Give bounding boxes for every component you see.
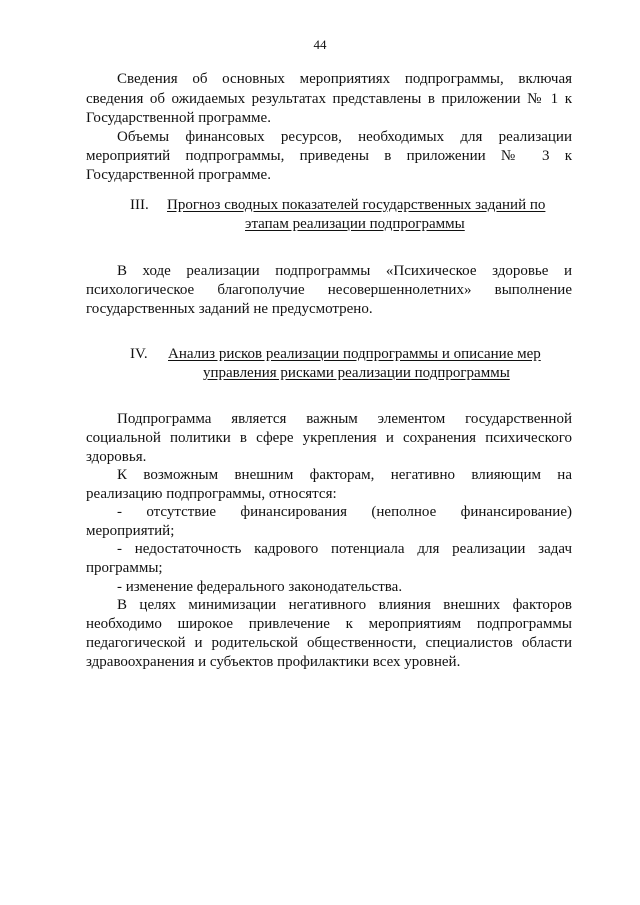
section-3-numeral: III. — [130, 197, 149, 213]
section-4-numeral: IV. — [130, 346, 148, 362]
list-item-cont: программы; — [86, 560, 163, 576]
paragraph-line: сведения об ожидаемых результатах представлены в приложении № 1 к — [86, 91, 572, 107]
paragraph-line: психологическое благополучие несовершеннолетних» выполнение — [86, 282, 572, 298]
paragraph-line: социальной политики в сфере укрепления и сохранения психического — [86, 430, 572, 446]
paragraph-line: мероприятий подпрограммы, приведены в приложении № 3 к — [86, 148, 572, 164]
paragraph-line: В целях минимизации негативного влияния внешних факторов — [117, 597, 572, 613]
list-item: - изменение федерального законодательства. — [117, 579, 403, 595]
paragraph-line: В ходе реализации подпрограммы «Психическое здоровье и — [117, 263, 572, 279]
list-item-cont: мероприятий; — [86, 523, 175, 539]
paragraph-line: необходимо широкое привлечение к мероприятиям подпрограммы — [86, 616, 572, 632]
paragraph-line: К возможным внешним факторам, негативно влияющим на — [117, 467, 572, 483]
section-3-title: Прогноз сводных показателей государственных заданий по — [167, 197, 546, 213]
paragraph-line: реализацию подпрограммы, относятся: — [86, 486, 337, 502]
section-3-title-cont: этапам реализации подпрограммы — [245, 216, 465, 232]
paragraph-line: Подпрограмма является важным элементом государственной — [117, 411, 572, 427]
paragraph-line: Сведения об основных мероприятиях подпрограммы, включая — [117, 71, 572, 87]
list-item: - недостаточность кадрового потенциала для реализации задач — [117, 541, 572, 557]
paragraph-line: педагогической и родительской общественности, специалистов области — [86, 635, 572, 651]
paragraph-line: Государственной программе. — [86, 167, 271, 183]
paragraph-line: здоровья. — [86, 449, 147, 465]
paragraph-line: Объемы финансовых ресурсов, необходимых для реализации — [117, 129, 572, 145]
section-4-title: Анализ рисков реализации подпрограммы и описание мер — [168, 346, 541, 362]
section-4-title-cont: управления рисками реализации подпрограммы — [203, 365, 510, 381]
paragraph-line: Государственной программе. — [86, 110, 271, 126]
page-number: 44 — [313, 37, 327, 52]
paragraph-line: государственных заданий не предусмотрено. — [86, 301, 373, 317]
list-item: - отсутствие финансирования (неполное финансирование) — [117, 504, 572, 520]
paragraph-line: здравоохранения и субъектов профилактики всех уровней. — [86, 654, 461, 670]
